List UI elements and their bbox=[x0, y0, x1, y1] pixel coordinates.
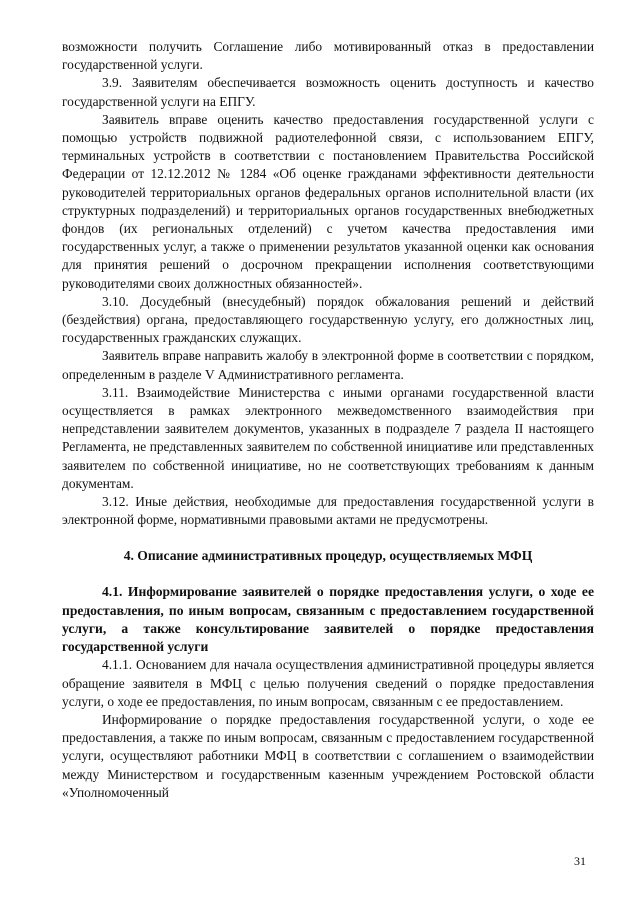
paragraph-3-12: 3.12. Иные действия, необходимые для предоставления государственной услуги в электронной форме, нормативными правовыми актами не предусмотрены. bbox=[62, 494, 594, 528]
section-heading: 4. Описание административных процедур, осуществляемых МФЦ bbox=[123, 548, 533, 564]
paragraph-4-1-1: 4.1.1. Основанием для начала осуществления административной процедуры является обращение заявителя в МФЦ с целью получения сведений о порядке предоставления услуги, о ходе ее предоставления, по иным вопросам, связанным с ее предоставлением. bbox=[62, 657, 594, 709]
paragraph-continuation: возможности получить Соглашение либо мотивированный отказ в предоставлении государственной услуги. bbox=[62, 39, 594, 73]
paragraph-complaint: Заявитель вправе направить жалобу в электронной форме в соответствии с порядком, определенным в разделе V Административного регламента. bbox=[62, 348, 594, 382]
document-page bbox=[62, 38, 594, 802]
paragraph-quality-assessment: Заявитель вправе оценить качество предоставления государственной услуги с помощью устройств подвижной радиотелефонной связи, с использованием ЕПГУ, терминальных устройств в соответствии с постановлением Правительства Российской Федерации от 12.12.2012 № 1284 «Об оценке гражданами эффективности деятельности руководителей территориальных органов федеральных органов исполнительной власти (их структурных подразделений) и территориальных органов государственных внебюджетных фондов (их региональных отделений) с учетом качества предоставления ими государственных услуг, а также о применении результатов указанной оценки как основания для принятия решений о досрочном прекращении исполнения соответствующими руководителями своих должностных обязанностей». bbox=[62, 111, 594, 291]
paragraph-3-11: 3.11. Взаимодействие Министерства с иными органами государственной власти осуществляется в рамках электронного межведомственного взаимодействия при непредставлении заявителем документов, указанных в подразделе 7 раздела II настоящего Регламента, не представленных заявителем по собственной инициативе или представленных заявителем по собственной инициативе, но не соответствующих требованиям к данным документам. bbox=[62, 384, 594, 491]
paragraph-3-9: 3.9. Заявителям обеспечивается возможность оценить доступность и качество государственной услуги на ЕПГУ. bbox=[62, 75, 594, 109]
paragraph-3-10: 3.10. Досудебный (внесудебный) порядок обжалования решений и действий (бездействия) органа, предоставляющего государственную услугу, его должностных лиц, государственных гражданских служащих. bbox=[62, 293, 594, 346]
subsection-heading: 4.1. Информирование заявителей о порядке предоставления услуги, о ходе ее предоставления, по иным вопросам, связанным с предоставлением государственной услуги, а также консультирование заявителей о порядке предоставления государственной услуги bbox=[62, 584, 594, 655]
paragraph-informing: Информирование о порядке предоставления государственной услуги, о ходе ее предоставления, а также по иным вопросам, связанным с предоставлением государственной услуги, осуществляют работники МФЦ в соответствии с соглашением о взаимодействии между Министерством и государственным казенным учреждением Ростовской области «Уполномоченный bbox=[62, 711, 594, 800]
page-number: 31 bbox=[574, 854, 586, 868]
